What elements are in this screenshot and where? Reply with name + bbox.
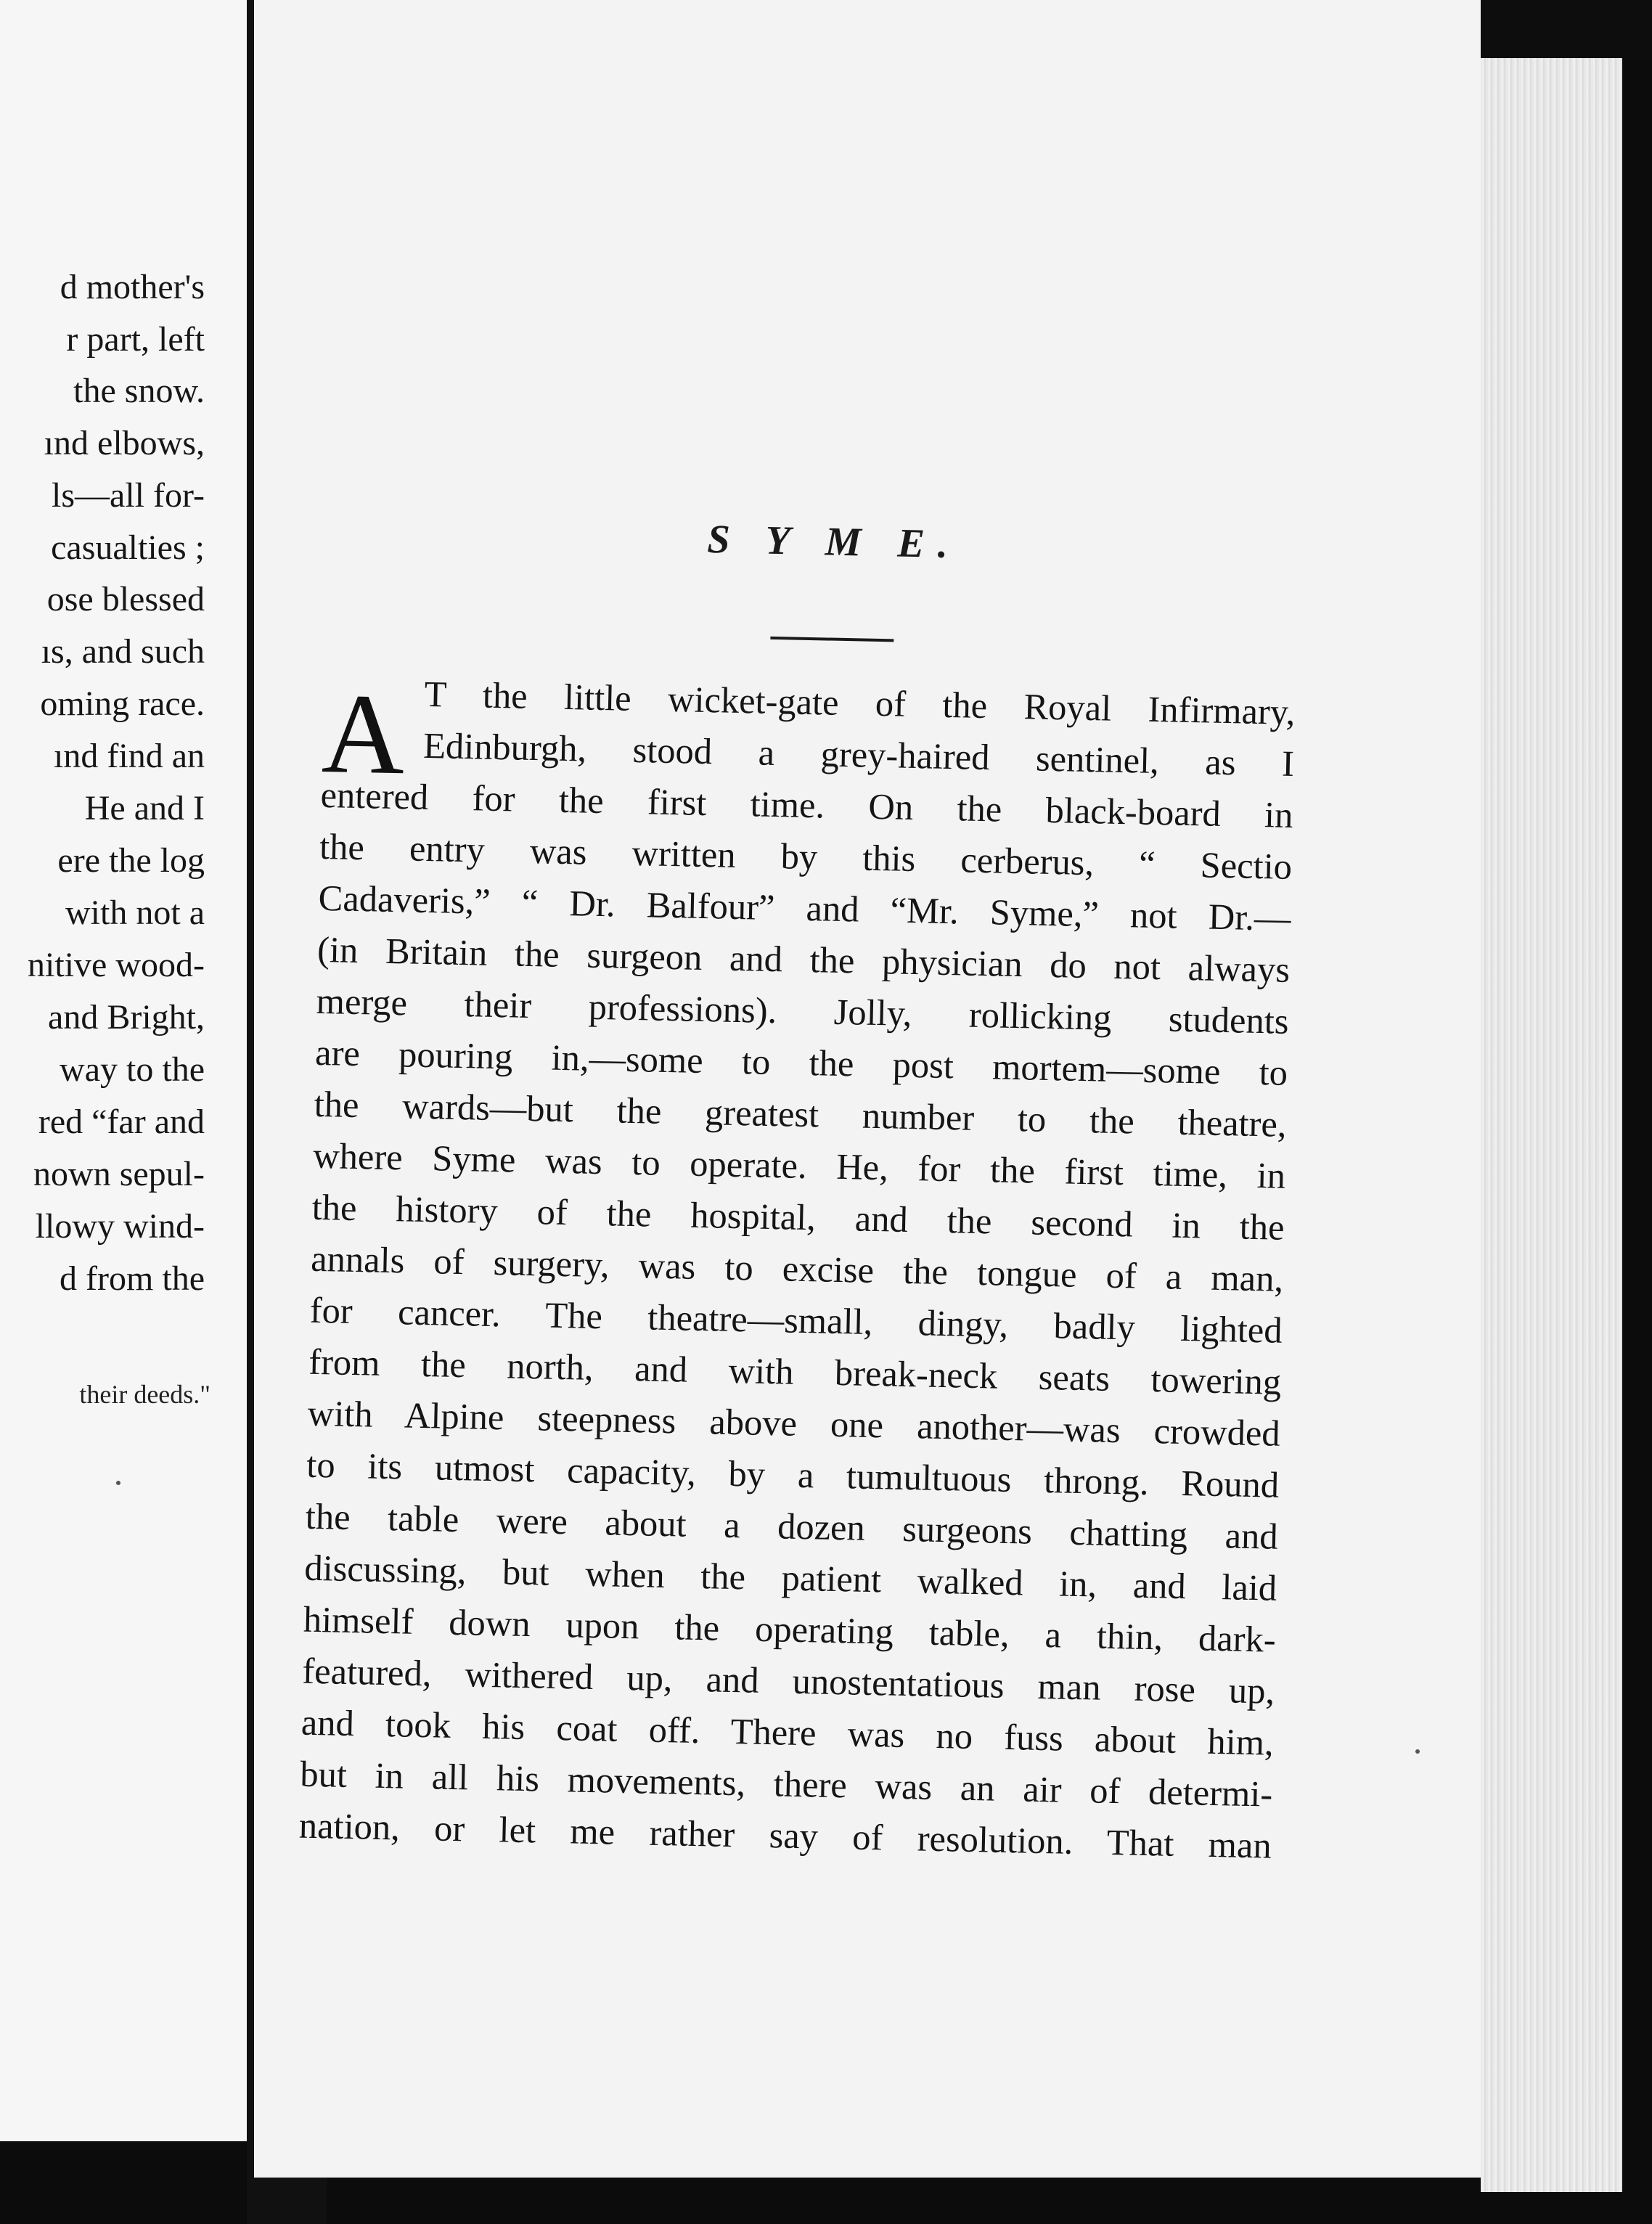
- left-text-line: d from the: [60, 1259, 205, 1298]
- left-footnote: their deeds.": [79, 1380, 210, 1409]
- left-text-line: way to the: [60, 1050, 205, 1089]
- body-line: annals of surgery, was to excise the tongue of a man,: [310, 1238, 1284, 1299]
- body-line: the history of the hospital, and the second in the: [311, 1186, 1285, 1248]
- body-line: entered for the first time. On the black-board in: [320, 774, 1294, 835]
- left-text-line: oming race.: [40, 684, 205, 723]
- body-line: merge their professions). Jolly, rollicking students: [316, 980, 1290, 1042]
- paragraph: [298, 666, 1296, 1872]
- body-line: nation, or let me rather say of resolution. That man: [298, 1804, 1272, 1866]
- body-line: where Syme was to operate. He, for the first time, in: [312, 1135, 1286, 1196]
- left-text-line: ıs, and such: [41, 632, 205, 671]
- body-line: featured, withered up, and unostentatious man rose up,: [301, 1650, 1275, 1712]
- body-line: the table were about a dozen surgeons chatting and: [305, 1495, 1279, 1557]
- body-line: discussing, but when the patient walked in, and laid: [303, 1547, 1277, 1608]
- title-rule: [770, 637, 894, 642]
- left-text-line: nitive wood-: [28, 946, 205, 984]
- left-text-line: and Bright,: [48, 998, 205, 1037]
- left-text-line: d mother's: [60, 268, 205, 306]
- body-line: T the little wicket-gate of the Royal Infirmary,: [424, 673, 1296, 733]
- left-text-line: ose blessed: [46, 580, 205, 618]
- left-text-line: the snow.: [73, 372, 205, 410]
- left-text-line: nown sepul-: [33, 1155, 205, 1193]
- body-line: but in all his movements, there was an air of determi-: [299, 1753, 1273, 1815]
- body-line: the wards—but the greatest number to the theatre,: [314, 1083, 1288, 1145]
- left-text-line: red “far and: [38, 1103, 205, 1141]
- chapter-body: [298, 508, 1299, 1872]
- paper-speck: [116, 1481, 120, 1485]
- body-line: from the north, and with break-neck seats towering: [308, 1341, 1282, 1402]
- body-line: himself down upon the operating table, a thin, dark-: [303, 1598, 1277, 1660]
- body-line: for cancer. The theatre—small, dingy, badly lighted: [309, 1289, 1283, 1351]
- left-text-line: He and I: [84, 789, 205, 827]
- body-line: the entry was written by this cerberus, “ Sectio: [319, 825, 1293, 887]
- body-line: (in Britain the surgeon and the physician do not always: [316, 928, 1291, 990]
- left-text-line: with not a: [65, 894, 205, 932]
- left-text-line: ere the log: [57, 841, 205, 880]
- body-line: with Alpine steepness above one another—was crowded: [307, 1392, 1281, 1454]
- body-line: Edinburgh, stood a grey-haired sentinel, as I: [422, 724, 1295, 784]
- left-text-line: r part, left: [66, 320, 205, 359]
- body-line: Cadaveris,” “ Dr. Balfour” and “Mr. Syme,” not Dr.—: [318, 877, 1292, 939]
- background-corner: [1481, 0, 1652, 58]
- drop-cap: A: [320, 669, 406, 799]
- body-line: to its utmost capacity, by a tumultuous throng. Round: [306, 1444, 1280, 1505]
- chapter-title: S Y M E.: [706, 517, 962, 568]
- page-edges: [1481, 58, 1622, 2192]
- left-text-line: llowy wind-: [35, 1207, 205, 1246]
- left-text-line: casualties ;: [51, 528, 205, 567]
- body-line: are pouring in,—some to the post mortem—some to: [314, 1031, 1288, 1093]
- left-text-line: ınd elbows,: [44, 424, 205, 462]
- left-page: [0, 0, 247, 2141]
- left-text-line: ls—all for-: [52, 476, 205, 515]
- left-text-line: ınd find an: [54, 737, 205, 775]
- paper-speck: [1415, 1749, 1420, 1754]
- body-line: and took his coat off. There was no fuss about him,: [300, 1701, 1275, 1763]
